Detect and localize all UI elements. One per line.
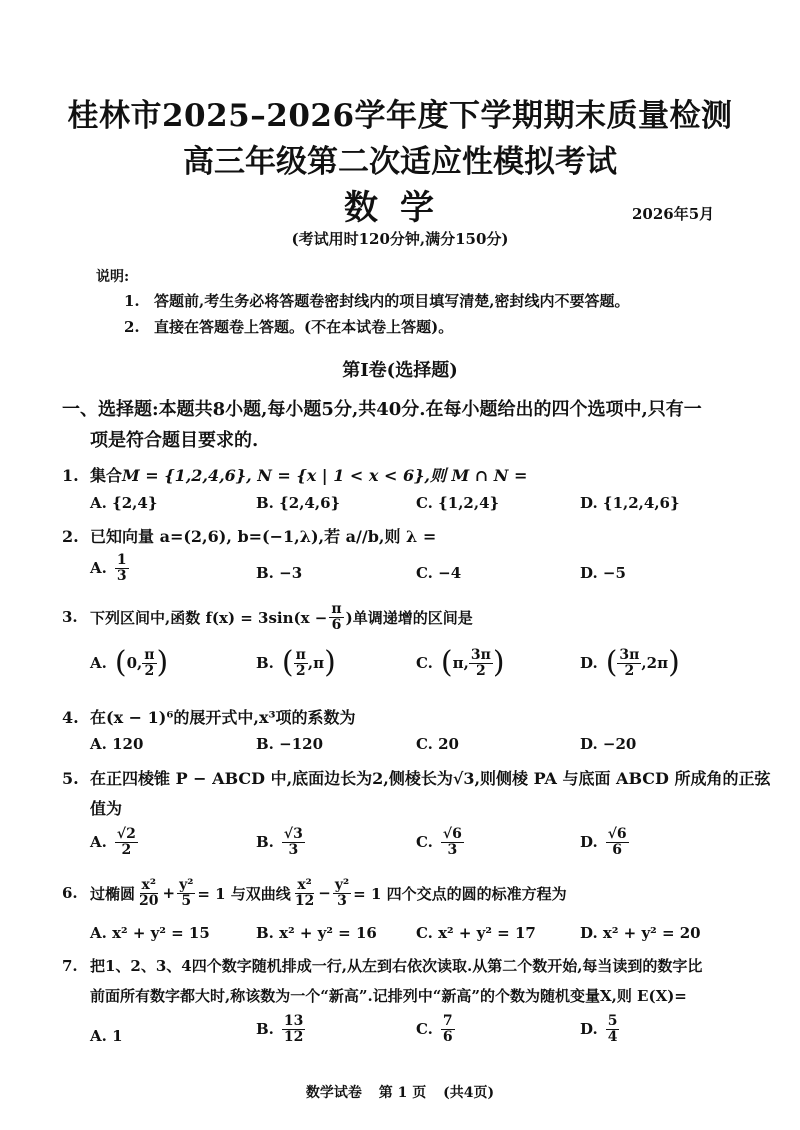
question-3: 3. 下列区间中,函数 f(x) = 3sin(x − $\frac{\pi}{6}$ )单调递增的区间是 [62, 601, 473, 633]
q3-option-c: C. ( π, $\frac{3\pi}{2}$ ) [416, 645, 505, 681]
q5-option-b: B. $\frac{√3}{3}$ [256, 826, 303, 858]
q1-option-a: A. {2,4} [90, 494, 158, 512]
q4-option-c: C. 20 [416, 735, 459, 753]
q4-option-b: B. −120 [256, 735, 324, 753]
instructions-heading: 说明: [96, 269, 130, 285]
subject-title: 数学 [344, 188, 456, 228]
page-footer [0, 1082, 800, 1102]
q3-option-d: D. ( $\frac{3\pi}{2}$ ,2π ) [580, 645, 680, 681]
q5-option-d: D. $\frac{√6}{6}$ [580, 826, 627, 858]
q4-option-d: D. −20 [580, 735, 637, 753]
q7-option-c: C. $\frac{7}{6}$ [416, 1013, 453, 1045]
q2-option-b: B. −3 [256, 564, 303, 582]
q1-option-b: B. {2,4,6} [256, 494, 341, 512]
question-5-cont: 值为 [90, 799, 123, 818]
q5-option-c: C. $\frac{√6}{3}$ [416, 826, 462, 858]
instruction-item: 2. 直接在答题卷上答题。(不在本试卷上答题)。 [124, 318, 454, 336]
q1-option-d: D. {1,2,4,6} [580, 494, 680, 512]
q5-option-a: A. $\frac{√2}{2}$ [90, 826, 136, 858]
q7-option-a: A. 1 [90, 1027, 123, 1045]
question-7-cont: 前面所有数字都大时,称该数为一个“新高”.记排列中“新高”的个数为随机变量X,则 E(X)= [90, 987, 687, 1005]
q2-option-a: A. $\frac{1}{3}$ [90, 552, 127, 584]
exam-date: 2026年5月 [632, 205, 715, 223]
q1-option-c: C. {1,2,4} [416, 494, 500, 512]
footer-total: (共4页) [443, 1085, 495, 1101]
title-line-2: 高三年级第二次适应性模拟考试 [183, 144, 617, 180]
section-title: 第Ⅰ卷(选择题) [342, 360, 458, 381]
part-heading-cont: 项是符合题目要求的. [90, 430, 259, 451]
title-line-1: 桂林市2025–2026学年度下学期期末质量检测 [67, 98, 733, 134]
q4-option-a: A. 120 [90, 735, 144, 753]
question-2: 2. 已知向量 a=(2,6), b=(−1,λ),若 a//b,则 λ = [62, 527, 437, 546]
question-1: 1. 集合M = {1,2,4,6}, N = {x | 1 < x < 6},则 M ∩ N = [62, 466, 528, 485]
q6-option-c: C. x² + y² = 17 [416, 924, 536, 942]
q6-option-d: D. x² + y² = 20 [580, 924, 701, 942]
question-6: 6. 过椭圆 $\frac{\text{x²}}{20}$ + $\frac{\text{y²}}{5}$ = 1 与双曲线 $\frac{\text{x²}}{12}$ − $\frac{\text{y²}}{3}$ = 1 四个交点的圆的标准方程为 [62, 877, 567, 909]
q3-option-b: B. ( $\frac{\pi}{2}$ ,π ) [256, 645, 336, 681]
footer-page: 第 1 页 [378, 1085, 427, 1101]
question-7: 7. 把1、2、3、4四个数字随机排成一行,从左到右依次读取.从第二个数开始,每当读到的数字比 [62, 957, 703, 975]
q3-option-a: A. ( 0, $\frac{\pi}{2}$ ) [90, 645, 169, 681]
q7-option-b: B. $\frac{13}{12}$ [256, 1013, 304, 1045]
part-heading: 一、选择题:本题共8小题,每小题5分,共40分.在每小题给出的四个选项中,只有一 [62, 399, 702, 420]
q2-option-c: C. −4 [416, 564, 462, 582]
question-4: 4. 在(x − 1)⁶的展开式中,x³项的系数为 [62, 708, 356, 727]
question-5: 5. 在正四棱锥 P − ABCD 中,底面边长为2,侧棱长为√3,则侧棱 PA 与底面 ABCD 所成角的正弦 [62, 769, 771, 788]
q6-option-a: A. x² + y² = 15 [90, 924, 210, 942]
time-note: (考试用时120分钟,满分150分) [291, 230, 509, 248]
footer-subject: 数学试卷 [305, 1085, 362, 1101]
q7-option-d: D. $\frac{5}{4}$ [580, 1013, 618, 1045]
instruction-item: 1. 答题前,考生务必将答题卷密封线内的项目填写清楚,密封线内不要答题。 [124, 292, 630, 310]
q2-option-d: D. −5 [580, 564, 626, 582]
q6-option-b: B. x² + y² = 16 [256, 924, 377, 942]
